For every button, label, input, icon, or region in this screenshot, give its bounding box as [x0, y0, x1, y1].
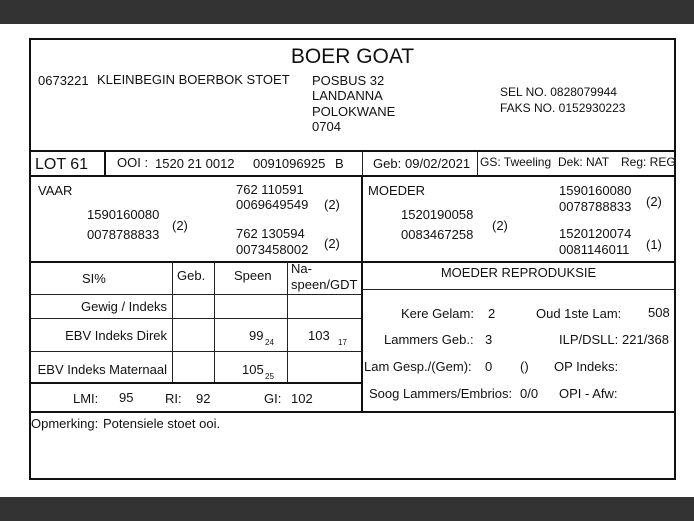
address-line-3: POLOKWANE: [312, 104, 396, 119]
soog-value: 0/0: [520, 386, 539, 401]
top-dark-band: [0, 0, 694, 24]
address-line-2: LANDANNA: [312, 88, 383, 103]
gs-value: GS: Tweeling: [480, 155, 552, 169]
repro-header: MOEDER REPRODUKSIE: [440, 265, 597, 280]
kere-value: 2: [488, 306, 496, 321]
gi-value: 102: [291, 391, 313, 406]
vaar-sire-grade: (2): [324, 197, 340, 212]
ri-value: 92: [196, 391, 211, 406]
perf-col-line-2: [214, 262, 215, 384]
op-label: OP Indeks:: [554, 359, 619, 374]
remark-label: Opmerking:: [31, 416, 99, 431]
lammers-value: 3: [485, 332, 493, 347]
moeder-mgs-number: 1520120074: [559, 226, 632, 241]
address-line-1: POSBUS 32: [312, 73, 385, 88]
vaar-mgs-id: 0073458002: [236, 242, 309, 257]
row-ebv-maternaal-label: EBV Indeks Maternaal: [37, 362, 167, 377]
gesp-gem-value: (): [520, 359, 529, 374]
oud-value: 508: [648, 305, 670, 320]
header-divider: [31, 150, 674, 152]
ooi-grade: B: [335, 156, 344, 171]
bottom-dark-band: [0, 497, 694, 521]
moeder-mgs-id: 0081146011: [559, 242, 630, 257]
gi-label: GI:: [264, 391, 282, 406]
perf-col-line-1: [172, 262, 173, 384]
lmi-label: LMI:: [73, 391, 99, 406]
perf-row-line-4: [31, 382, 361, 384]
pedigree-divider: [361, 176, 363, 262]
address-line-4: 0704: [312, 119, 341, 134]
si-header: SI%: [82, 271, 106, 286]
moeder-dam-number: 1520190058: [401, 207, 474, 222]
perf-row-line-3: [31, 351, 361, 352]
lot-row-divider: [31, 175, 674, 177]
perf-repro-divider: [361, 262, 363, 412]
moeder-sire-number: 1590160080: [559, 183, 632, 198]
ebv-direk-speen-sub: 24: [265, 338, 274, 347]
remark-text: Potensiele stoet ooi.: [103, 416, 221, 431]
moeder-sire-id: 0078788833: [559, 199, 632, 214]
ebv-maternaal-speen-sub: 25: [265, 372, 274, 381]
vaar-dam-grade: (2): [172, 218, 188, 233]
opi-label: OPI - Afw:: [559, 386, 618, 401]
reg-value: Reg: REG: [621, 155, 676, 169]
naspeen-header-1: Na-: [291, 261, 312, 276]
perf-col-line-3: [287, 262, 288, 384]
geb-divider-left: [362, 151, 363, 175]
geb-label: Geb:: [373, 156, 402, 171]
faks-number: FAKS NO. 0152930223: [500, 101, 626, 115]
moeder-label: MOEDER: [368, 183, 426, 198]
kere-label: Kere Gelam:: [401, 306, 474, 321]
moeder-sire-grade: (2): [646, 194, 662, 209]
vaar-dam-id: 0078788833: [87, 227, 160, 242]
speen-header: Speen: [234, 268, 272, 283]
ebv-direk-naspeen-sub: 17: [338, 338, 347, 347]
geb-date: 09/02/2021: [405, 156, 471, 171]
lammers-label: Lammers Geb.:: [384, 332, 474, 347]
geb-divider-right: [477, 151, 478, 175]
moeder-dam-id: 0083467258: [401, 227, 474, 242]
row-gewig-label: Gewig / Indeks: [81, 299, 167, 314]
lot-divider: [104, 151, 106, 175]
perf-row-line-1: [31, 294, 361, 295]
vaar-mgs-grade: (2): [324, 236, 340, 251]
moeder-mgs-grade: (1): [646, 237, 662, 252]
geb-header: Geb.: [177, 268, 206, 283]
ebv-maternaal-speen: 105: [242, 362, 264, 377]
ri-label: RI:: [165, 391, 182, 406]
dek-value: Dek: NAT: [558, 155, 610, 169]
pedigree-bottom-divider: [31, 261, 674, 263]
ilp-value: 221/368: [622, 332, 669, 347]
ilp-label: ILP/DSLL:: [559, 332, 619, 347]
sel-number: SEL NO. 0828079944: [500, 85, 617, 99]
vaar-sire-id: 0069649549: [236, 197, 309, 212]
lot-card: [29, 38, 676, 480]
oud-label: Oud 1ste Lam:: [536, 306, 622, 321]
lmi-value: 95: [119, 390, 134, 405]
ooi-label: OOI :: [117, 155, 149, 170]
ooi-id: 0091096925: [253, 156, 326, 171]
perf-row-line-2: [31, 318, 361, 319]
soog-label: Soog Lammers/Embrios:: [369, 386, 513, 401]
breeder-number: 0673221: [38, 73, 89, 88]
ebv-direk-naspeen: 103: [308, 328, 330, 343]
repro-header-divider: [362, 289, 674, 290]
vaar-mgs-number: 762 130594: [236, 226, 305, 241]
moeder-dam-grade: (2): [492, 218, 508, 233]
vaar-dam-number: 1590160080: [87, 207, 160, 222]
breeder-name: KLEINBEGIN BOERBOK STOET: [97, 72, 290, 87]
lot-label: LOT 61: [35, 156, 89, 173]
gesp-value: 0: [485, 359, 493, 374]
remark-divider: [31, 411, 674, 413]
naspeen-header-2: speen/GDT: [291, 277, 358, 292]
vaar-label: VAAR: [38, 183, 73, 198]
gesp-label: Lam Gesp./(Gem):: [364, 359, 472, 374]
card-title: BOER GOAT: [290, 45, 415, 68]
ooi-number: 1520 21 0012: [155, 156, 235, 171]
ebv-direk-speen: 99: [249, 328, 264, 343]
vaar-sire-number: 762 110591: [236, 182, 304, 197]
row-ebv-direk-label: EBV Indeks Direk: [65, 328, 167, 343]
